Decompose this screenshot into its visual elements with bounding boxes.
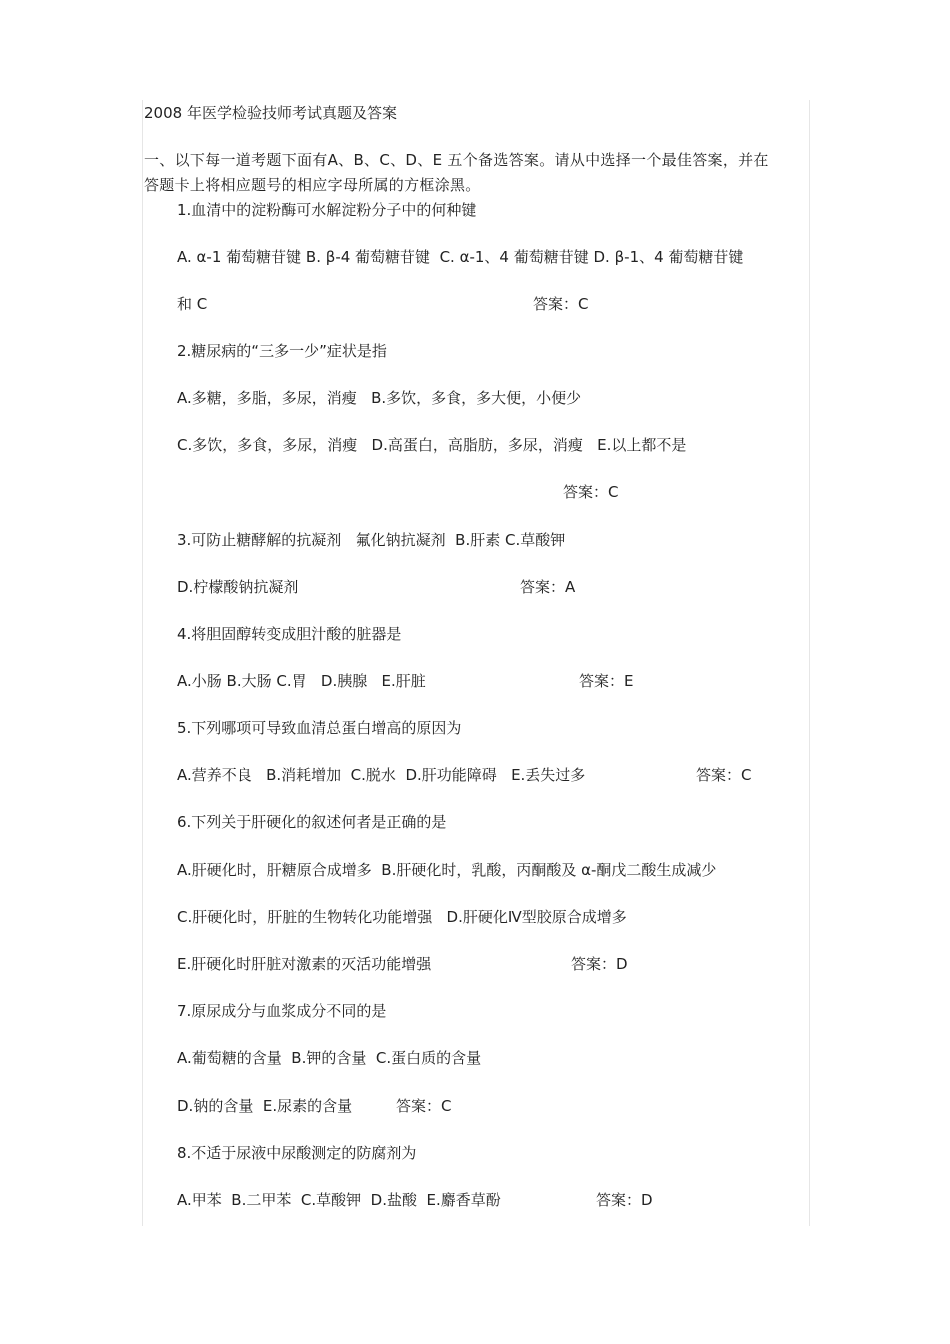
document-title: 2008 年医学检验技师考试真题及答案	[144, 104, 397, 122]
question-options: A.营养不良 B.消耗增加 C.脱水 D.肝功能障碍 E.丢失过多	[177, 766, 586, 784]
question-stem: 3.可防止糖酵解的抗凝剂 氟化钠抗凝剂 B.肝素 C.草酸钾	[177, 531, 566, 549]
question-stem: 5.下列哪项可导致血清总蛋白增高的原因为	[177, 719, 462, 737]
instructions-line-1: 一、以下每一道考题下面有A、B、C、D、E 五个备选答案。请从中选择一个最佳答案，并在	[144, 151, 769, 169]
question-stem: 8.不适于尿液中尿酸测定的防腐剂为	[177, 1144, 417, 1162]
answer-label: 答案：C	[533, 295, 589, 313]
question-options: A.甲苯 B.二甲苯 C.草酸钾 D.盐酸 E.麝香草酚	[177, 1191, 501, 1209]
answer-label: 答案：C	[563, 483, 619, 501]
question-options: C.肝硬化时，肝脏的生物转化功能增强 D.肝硬化Ⅳ型胶原合成增多	[177, 908, 627, 926]
question-stem: 7.原尿成分与血浆成分不同的是	[177, 1002, 387, 1020]
question-options: A.葡萄糖的含量 B.钾的含量 C.蛋白质的含量	[177, 1049, 482, 1067]
question-options: 和 C	[177, 295, 208, 313]
answer-label: 答案：C	[396, 1097, 452, 1115]
question-stem: 6.下列关于肝硬化的叙述何者是正确的是	[177, 813, 447, 831]
answer-label: 答案：D	[571, 955, 628, 973]
question-options: A. α-1 葡萄糖苷键 B. β-4 葡萄糖苷键 C. α-1、4 葡萄糖苷键 D. β-1、4 葡萄糖苷键	[177, 248, 744, 266]
question-options: C.多饮，多食，多尿，消瘦 D.高蛋白，高脂肪，多尿，消瘦 E.以上都不是	[177, 436, 687, 454]
question-options: E.肝硬化时肝脏对激素的灭活功能增强	[177, 955, 432, 973]
question-stem: 2.糖尿病的“三多一少”症状是指	[177, 342, 387, 360]
answer-label: 答案：E	[579, 672, 634, 690]
answer-label: 答案：D	[596, 1191, 653, 1209]
answer-label: 答案：C	[696, 766, 752, 784]
question-options: A.多糖，多脂，多尿，消瘦 B.多饮，多食，多大便，小便少	[177, 389, 582, 407]
question-stem: 4.将胆固醇转变成胆汁酸的脏器是	[177, 625, 402, 643]
question-options: A.小肠 B.大肠 C.胃 D.胰腺 E.肝脏	[177, 672, 426, 690]
question-options: D.钠的含量 E.尿素的含量	[177, 1097, 353, 1115]
question-options: D.柠檬酸钠抗凝剂	[177, 578, 299, 596]
answer-label: 答案：A	[520, 578, 576, 596]
question-options: A.肝硬化时，肝糖原合成增多 B.肝硬化时，乳酸，丙酮酸及 α-酮戊二酸生成减少	[177, 861, 717, 879]
instructions-line-2: 答题卡上将相应题号的相应字母所属的方框涂黑。	[144, 176, 481, 194]
question-stem: 1.血清中的淀粉酶可水解淀粉分子中的何种键	[177, 201, 477, 219]
